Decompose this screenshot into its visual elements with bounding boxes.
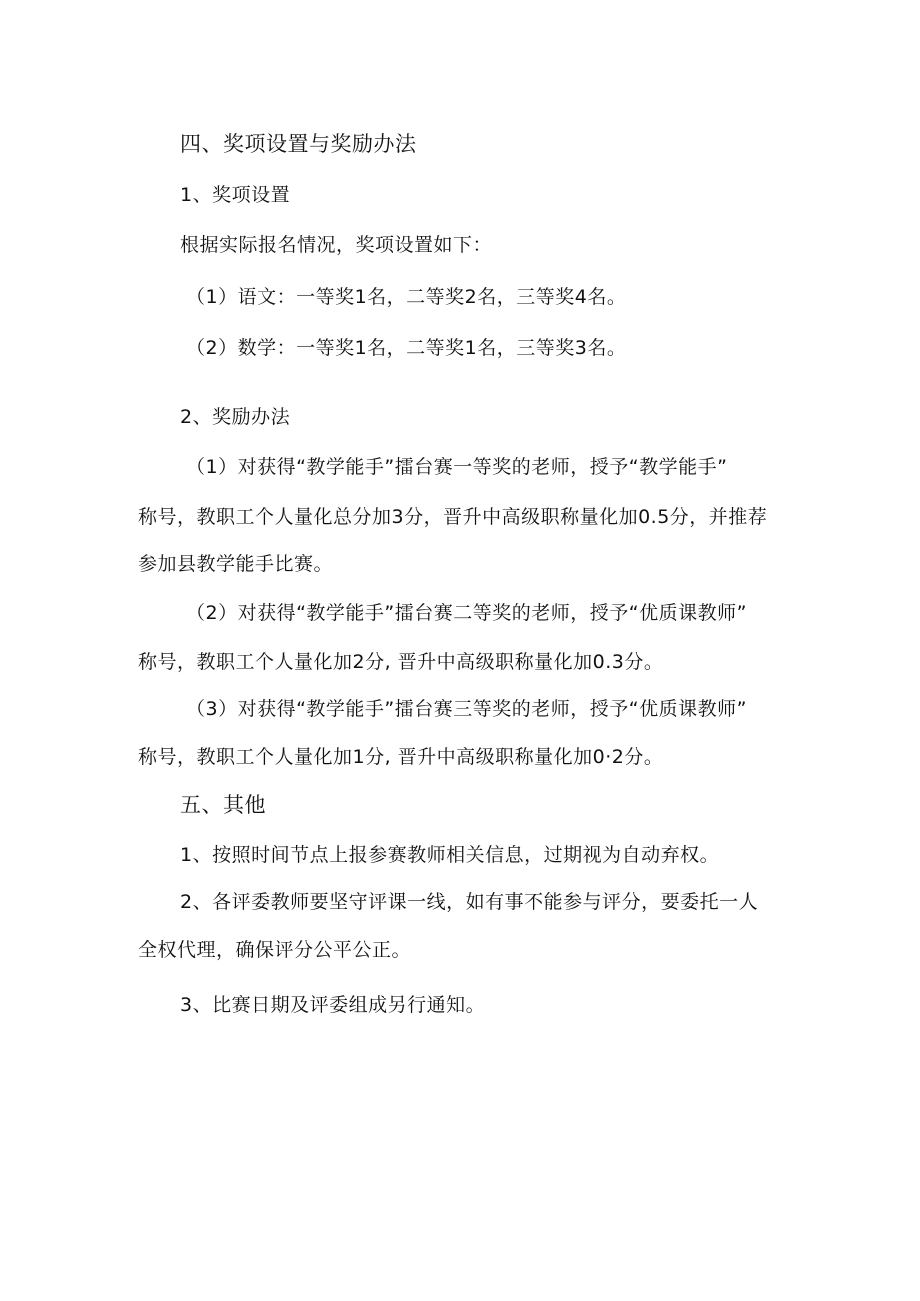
other-item3: 3、比赛日期及评委组成另行通知。: [180, 994, 486, 1016]
section-five-heading: 五、其他: [180, 793, 266, 817]
reward-item3-line2: 称号，教职工个人量化加1分, 晋升中高级职称量化加0·2分。: [138, 746, 664, 768]
award-item-math: （2）数学：一等奖1名，二等奖1名，三等奖3名。: [186, 337, 627, 359]
other-item2-line2: 全权代理，确保评分公平公正。: [138, 939, 412, 961]
reward-item2-line1: （2）对获得“教学能手”擂台赛二等奖的老师，授予“优质课教师”: [186, 602, 747, 624]
section-four-heading: 四、奖项设置与奖励办法: [180, 132, 417, 156]
reward-item1-line2: 称号，教职工个人量化总分加3分，晋升中高级职称量化加0.5分，并推荐: [138, 506, 768, 528]
awards-setup-intro: 根据实际报名情况，奖项设置如下：: [180, 234, 493, 256]
award-item-chinese: （1）语文：一等奖1名，二等奖2名，三等奖4名。: [186, 286, 627, 308]
other-item2-line1: 2、各评委教师要坚守评课一线，如有事不能参与评分，要委托一人: [180, 891, 759, 913]
reward-item2-line2: 称号，教职工个人量化加2分, 晋升中高级职称量化加0.3分。: [138, 651, 664, 673]
other-item1: 1、按照时间节点上报参赛教师相关信息，过期视为自动弃权。: [180, 844, 720, 866]
reward-method-title: 2、奖励办法: [180, 406, 291, 428]
awards-setup-title: 1、奖项设置: [180, 184, 291, 206]
reward-item1-line1: （1）对获得“教学能手”擂台赛一等奖的老师，授予“教学能手”: [186, 456, 728, 478]
reward-item3-line1: （3）对获得“教学能手”擂台赛三等奖的老师，授予“优质课教师”: [186, 698, 747, 720]
reward-item1-line3: 参加县教学能手比赛。: [138, 553, 334, 575]
